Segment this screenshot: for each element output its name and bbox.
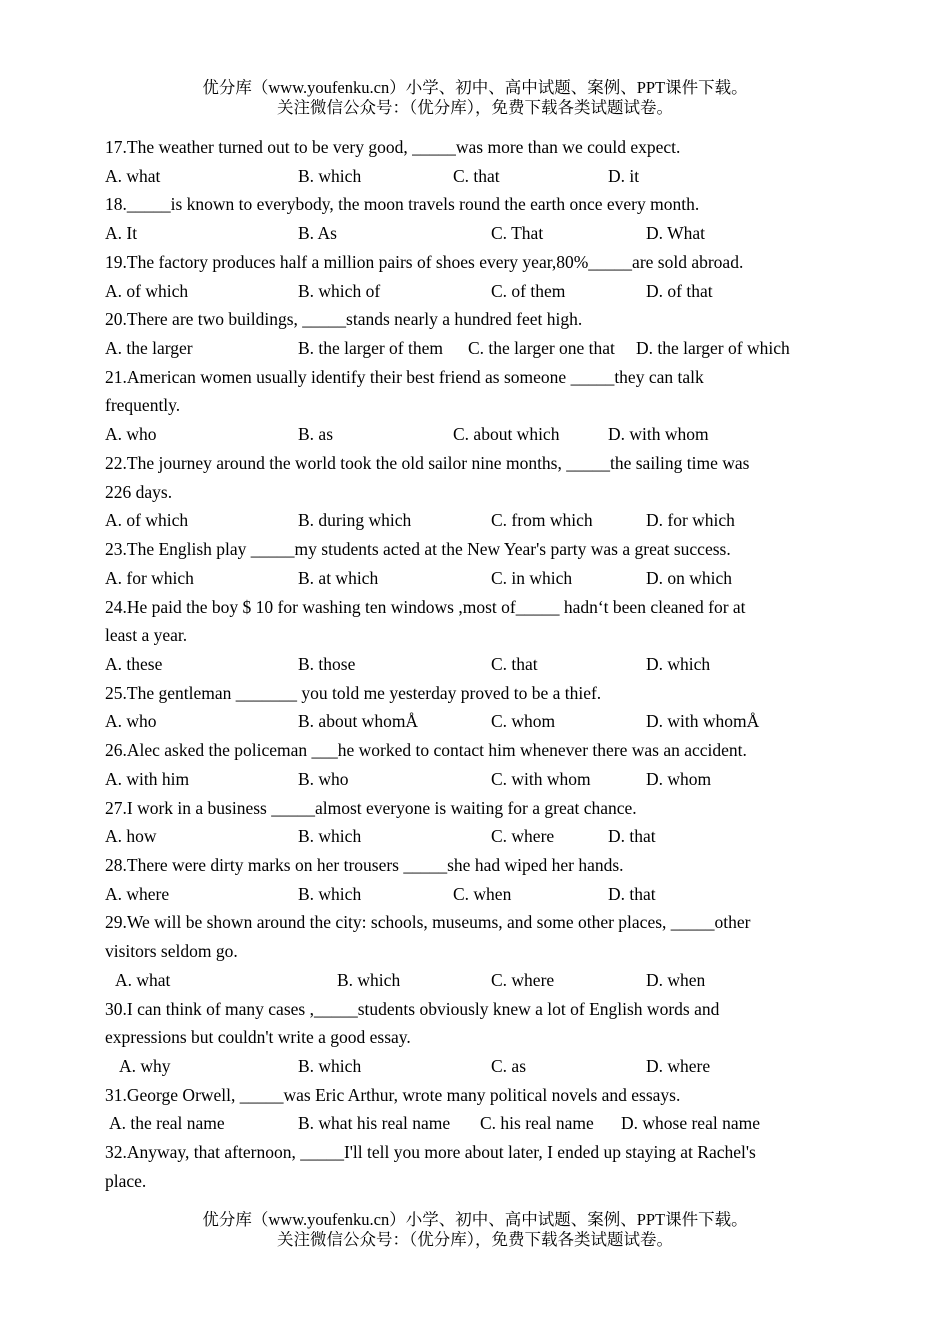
options-row: [105, 420, 835, 449]
options-row: [105, 162, 835, 191]
option-c: C. as: [491, 1056, 526, 1076]
question-stem: 27.I work in a business _____almost everyone is waiting for a great chance.: [105, 797, 637, 818]
option-c: C. That: [491, 223, 544, 244]
options-row: [105, 1052, 835, 1081]
option-b: B. during which: [298, 510, 412, 531]
option-b: B. about whomÅ: [298, 711, 419, 732]
option-b: B. which of: [298, 280, 381, 301]
options-row: [105, 334, 835, 363]
option-a: A. these: [105, 653, 163, 674]
question-stem: place.: [105, 1170, 147, 1191]
options-row: [105, 219, 835, 248]
page-footer: [0, 1210, 950, 1250]
option-b: B. the larger of them: [298, 338, 443, 359]
options-row: [105, 650, 835, 679]
question-stem: least a year.: [105, 625, 188, 646]
option-a: A. for which: [105, 567, 194, 588]
option-b: B. who: [298, 768, 349, 789]
option-c: C. that: [453, 165, 500, 186]
option-d: D. which: [646, 653, 711, 674]
option-d: D. on which: [646, 567, 733, 588]
option-a: A. why: [119, 1056, 171, 1076]
option-a: A. It: [105, 223, 138, 244]
option-d: D. whom: [646, 768, 712, 789]
question-stem: 25.The gentleman _______ you told me yesterday proved to be a thief.: [105, 682, 602, 703]
option-c: C. the larger one that: [468, 338, 615, 359]
option-a: A. how: [105, 826, 157, 847]
question-stem: 31.George Orwell, _____was Eric Arthur, wrote many political novels and essays.: [105, 1084, 681, 1105]
question-stem: 18._____is known to everybody, the moon travels round the earth once every month.: [105, 194, 700, 215]
option-b: B. at which: [298, 567, 379, 588]
options-row: [105, 1109, 835, 1138]
option-d: D. that: [608, 883, 656, 904]
options-row: [105, 880, 835, 909]
question-list: [105, 133, 835, 1196]
options-row: [105, 506, 835, 535]
option-c: C. of them: [491, 280, 566, 301]
option-a: A. what: [105, 165, 161, 186]
option-c: C. about which: [453, 424, 560, 445]
question-stem: 30.I can think of many cases ,_____students obviously knew a lot of English words and: [105, 998, 720, 1019]
option-a: A. of which: [105, 510, 189, 531]
option-c: C. whom: [491, 711, 556, 732]
question-stem: 19.The factory produces half a million pairs of shoes every year,80%_____are sold abroad.: [105, 251, 744, 272]
option-b: B. which: [337, 969, 401, 990]
option-c: C. where: [491, 969, 555, 990]
question-stem: 226 days.: [105, 481, 173, 502]
option-d: D. where: [646, 1056, 711, 1076]
option-d: D. of that: [646, 280, 713, 301]
question-stem: 26.Alec asked the policeman ___he worked to contact him whenever there was an accident.: [105, 740, 747, 761]
question-stem: 20.There are two buildings, _____stands nearly a hundred feet high.: [105, 309, 583, 330]
header-line-1: 优分库（www.youfenku.cn）小学、初中、高中试题、案例、PPT课件下载。: [202, 78, 748, 97]
option-d: D. when: [646, 969, 706, 990]
option-d: D. that: [608, 826, 656, 847]
option-a: A. of which: [105, 280, 189, 301]
option-c: C. where: [491, 826, 555, 847]
option-c: C. from which: [491, 510, 593, 531]
option-b: B. which: [298, 883, 362, 904]
option-b: B. which: [298, 826, 362, 847]
options-row: [105, 765, 835, 794]
options-row: [105, 564, 835, 593]
options-row: [105, 966, 835, 995]
question-stem: expressions but couldn't write a good essay.: [105, 1027, 411, 1048]
option-c: C. his real name: [480, 1113, 594, 1134]
option-d: D. for which: [646, 510, 735, 531]
option-d: D. the larger of which: [636, 338, 790, 359]
option-d: D. What: [646, 223, 705, 244]
question-stem: 24.He paid the boy $ 10 for washing ten windows ,most of_____ hadn‘t been cleaned for at: [105, 596, 746, 617]
option-b: B. as: [298, 424, 333, 445]
option-d: D. with whom: [608, 424, 709, 445]
options-row: [105, 707, 835, 736]
question-stem: 22.The journey around the world took the old sailor nine months, _____the sailing time was: [105, 452, 750, 473]
option-d: D. it: [608, 165, 640, 186]
option-b: B. what his real name: [298, 1113, 451, 1134]
footer-line-2: 关注微信公众号：（优分库），免费下载各类试题试卷。: [277, 1230, 673, 1249]
option-b: B. which: [298, 1056, 362, 1076]
question-stem: 28.There were dirty marks on her trousers _____she had wiped her hands.: [105, 854, 624, 875]
option-a: A. who: [105, 711, 157, 732]
option-b: B. those: [298, 653, 356, 674]
question-stem: visitors seldom go.: [105, 941, 238, 962]
option-b: B. which: [298, 165, 362, 186]
question-stem: 23.The English play _____my students acted at the New Year's party was a great success.: [105, 539, 731, 560]
question-stem: 21.American women usually identify their best friend as someone _____they can talk: [105, 366, 704, 387]
options-row: [105, 277, 835, 306]
option-a: A. what: [115, 969, 171, 990]
option-c: C. that: [491, 653, 538, 674]
footer-line-1: 优分库（www.youfenku.cn）小学、初中、高中试题、案例、PPT课件下载。: [202, 1210, 748, 1229]
option-a: A. who: [105, 424, 157, 445]
option-c: C. with whom: [491, 768, 591, 789]
page-header: [0, 78, 950, 118]
question-stem: 29.We will be shown around the city: schools, museums, and some other places, _____other: [105, 912, 751, 933]
question-stem: 32.Anyway, that afternoon, _____I'll tell you more about later, I ended up staying at Rachel's: [105, 1142, 756, 1163]
option-c: C. in which: [491, 567, 573, 588]
option-d: D. with whomÅ: [646, 711, 760, 732]
option-c: C. when: [453, 883, 512, 904]
question-stem: 17.The weather turned out to be very good, _____was more than we could expect.: [105, 137, 681, 157]
option-a: A. with him: [105, 768, 190, 789]
option-d: D. whose real name: [621, 1113, 760, 1134]
option-a: A. the real name: [109, 1113, 225, 1134]
option-b: B. As: [298, 223, 337, 244]
options-row: [105, 822, 835, 851]
question-stem: frequently.: [105, 395, 181, 416]
option-a: A. the larger: [105, 338, 193, 359]
header-line-2: 关注微信公众号：（优分库），免费下载各类试题试卷。: [277, 98, 673, 117]
option-a: A. where: [105, 883, 170, 904]
